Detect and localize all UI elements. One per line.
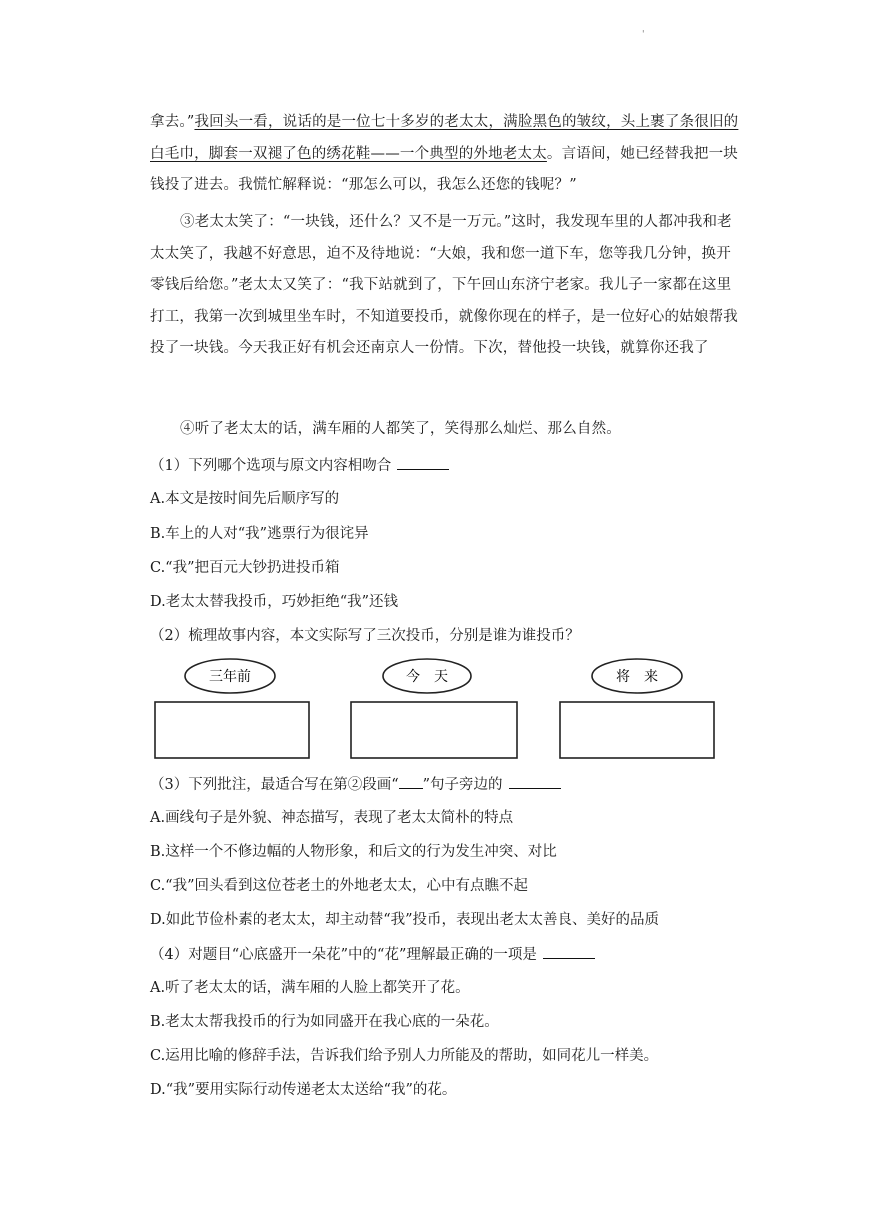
q3-option-b: B.这样一个不修边幅的人物形象，和后文的行为发生冲突、对比	[150, 844, 557, 860]
label-three-years-ago: 三年前	[209, 669, 251, 685]
q1-option-a: A.本文是按时间先后顺序写的	[150, 491, 340, 507]
q3-option-d: D.如此节俭朴素的老太太，却主动替“我”投币，表现出老太太善良、美好的品质	[150, 912, 660, 928]
q3-option-c: C.“我”回头看到这位苍老土的外地老太太，心中有点瞧不起	[150, 878, 529, 894]
underlined-sentence: 我回头一看，说话的是一位七十多岁的老太太，满脸黑色的皱纹，头上裹了条很旧的白毛巾，脚套一双褪了色的绣花鞋——一个典型的外地老太太	[150, 114, 739, 162]
answer-blank[interactable]	[543, 944, 595, 959]
question-1-stem	[150, 455, 449, 476]
q4-option-d: D.“我”要用实际行动传递老太太送给“我”的花。	[150, 1082, 457, 1098]
answer-box-past[interactable]	[155, 702, 309, 758]
answer-blank[interactable]	[509, 774, 561, 789]
stem-text-b: ”句子旁边的	[422, 777, 503, 793]
paragraph-text: ③老太太笑了：“一块钱，还什么？又不是一万元。”这时，我发现车里的人都冲我和老太太笑了，我越不好意思，迫不及待地说：“大娘，我和您一道下车，您等我几分钟，换开零钱后给您。”老太太又笑了：“我下站就到了，下午回山东济宁老家。我儿子一家都在这里打工，我第一次到城里坐车时，不知道要投币，就像你现在的样子，是一位好心的姑娘帮我投了一块钱。今天我正好有机会还南京人一份情。下次，替他投一块钱，就算你还我了	[150, 214, 738, 356]
coin-timeline-diagram	[150, 656, 720, 762]
q1-option-c: C.“我”把百元大钞扔进投币箱	[150, 560, 340, 576]
label-today: 今 天	[406, 669, 448, 685]
q4-option-a: A.听了老太太的话，满车厢的人脸上都笑开了花。	[150, 980, 470, 996]
answer-blank[interactable]	[397, 455, 449, 470]
passage-paragraph-3	[150, 207, 742, 365]
paragraph-text: ④听了老太太的话，满车厢的人都笑了，笑得那么灿烂、那么自然。	[180, 421, 621, 437]
diagram-group-past	[155, 659, 309, 758]
q4-option-b: B.老太太帮我投币的行为如同盛开在我心底的一朵花。	[150, 1014, 499, 1030]
underline-mark	[399, 776, 423, 789]
diagram-group-today	[351, 659, 517, 758]
stem-text: （4）对题目“心底盛开一朵花”中的“花”理解最正确的一项是	[150, 947, 537, 963]
answer-box-future[interactable]	[560, 702, 714, 758]
paragraph-end: 。言语间，她已经替我把一块钱投了进去。我慌忙解释说：“那怎么可以，我怎么还您的钱呢？”	[150, 145, 739, 193]
q1-option-d: D.老太太替我投币，巧妙拒绝“我”还钱	[150, 594, 399, 610]
stem-text: （1）下列哪个选项与原文内容相吻合	[150, 458, 392, 474]
diagram-group-future	[560, 659, 714, 758]
passage-paragraph-4	[150, 414, 742, 446]
q3-option-a: A.画线句子是外貌、神态描写，表现了老太太简朴的特点	[150, 810, 514, 826]
passage-paragraph-2-end	[150, 107, 742, 202]
q4-option-c: C.运用比喻的修辞手法，告诉我们给予别人力所能及的帮助，如同花儿一样美。	[150, 1048, 659, 1064]
question-2-stem: （2）梳理故事内容，本文实际写了三次投币，分别是谁为谁投币？	[150, 628, 580, 644]
header-mark: '	[642, 30, 645, 40]
question-4-stem	[150, 944, 595, 965]
question-3-stem	[150, 774, 561, 795]
answer-box-today[interactable]	[351, 702, 517, 758]
paragraph-start: 拿去。”	[150, 114, 195, 130]
q1-option-b: B.车上的人对“我”逃票行为很诧异	[150, 526, 369, 542]
label-future: 将 来	[616, 669, 658, 685]
stem-text-a: （3）下列批注，最适合写在第②段画“	[150, 777, 399, 793]
